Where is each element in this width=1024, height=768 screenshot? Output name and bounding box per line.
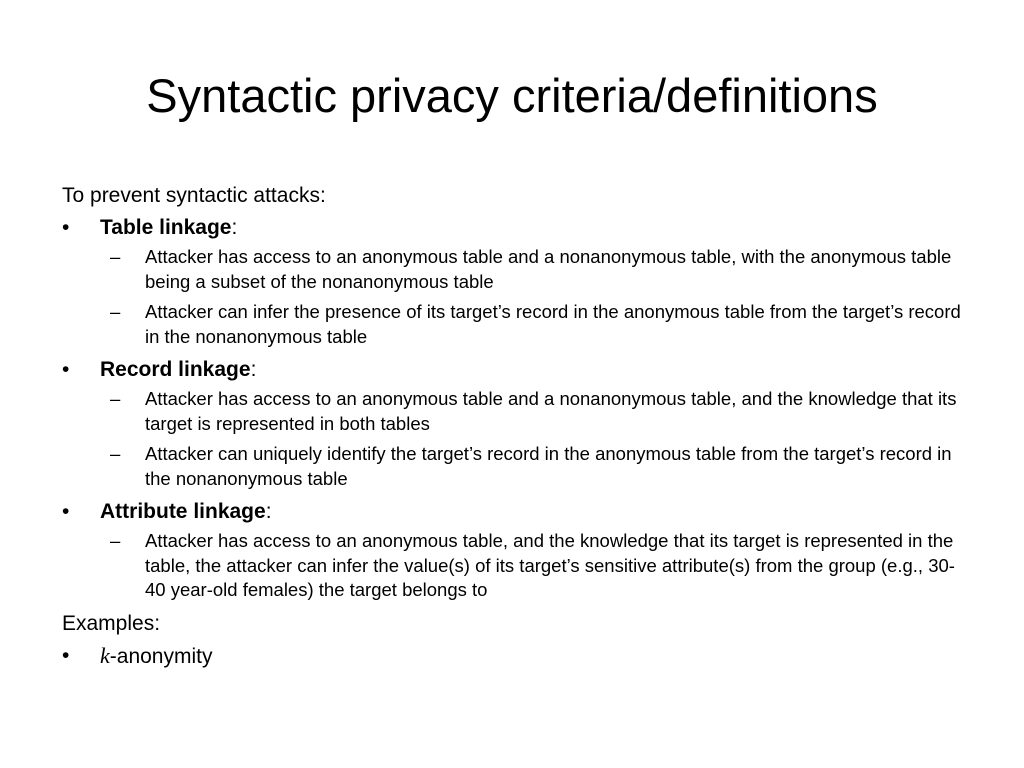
dash-marker: – [110,388,121,409]
sub-item-text: Attacker has access to an anonymous table and a nonanonymous table, and the knowledge that its target is represented in both tables [145,388,957,434]
example-text: -anonymity [109,644,213,668]
k-variable: k [100,642,110,668]
sub-item-text: Attacker can uniquely identify the target’s record in the anonymous table from the target’s record in the nonanonymous table [145,443,952,489]
bullet-term: Record linkage [100,358,251,381]
bullet-marker: • [62,643,70,667]
sub-item [62,245,972,294]
bullet-colon: : [250,358,257,381]
examples-label: Examples: [62,611,161,635]
intro-text: To prevent syntactic attacks: [62,184,326,207]
bullet-attribute-linkage [62,497,972,526]
slide-body [62,181,972,674]
bullet-term: Table linkage [100,216,232,239]
dash-marker: – [110,246,121,267]
bullet-marker: • [62,358,70,381]
sub-item [62,300,972,349]
dash-marker: – [110,530,121,551]
sub-item-text: Attacker has access to an anonymous table and a nonanonymous table, with the anonymous table being a subset of the nonanonymous table [145,246,952,292]
dash-marker: – [110,443,121,464]
bullet-record-linkage [62,355,972,384]
sub-item [62,387,972,436]
bullet-k-anonymity [62,641,972,671]
bullet-table-linkage [62,213,972,242]
bullet-colon: : [265,500,272,523]
sub-item-text: Attacker has access to an anonymous table, and the knowledge that its target is represented in the table, the attacker can infer the value(s) of its target’s sensitive attribute(s) from the group (e.g., 30-40 year-old females) the target belongs to [145,530,955,600]
sub-item-text: Attacker can infer the presence of its target’s record in the anonymous table from the target’s record in the nonanonymous table [145,301,961,347]
bullet-colon: : [231,216,238,239]
sub-item [62,529,972,603]
slide-title: Syntactic privacy criteria/definitions [146,69,878,122]
bullet-term: Attribute linkage [100,500,266,523]
bullet-marker: • [62,500,70,523]
dash-marker: – [110,301,121,322]
sub-item [62,442,972,491]
bullet-marker: • [62,216,70,239]
